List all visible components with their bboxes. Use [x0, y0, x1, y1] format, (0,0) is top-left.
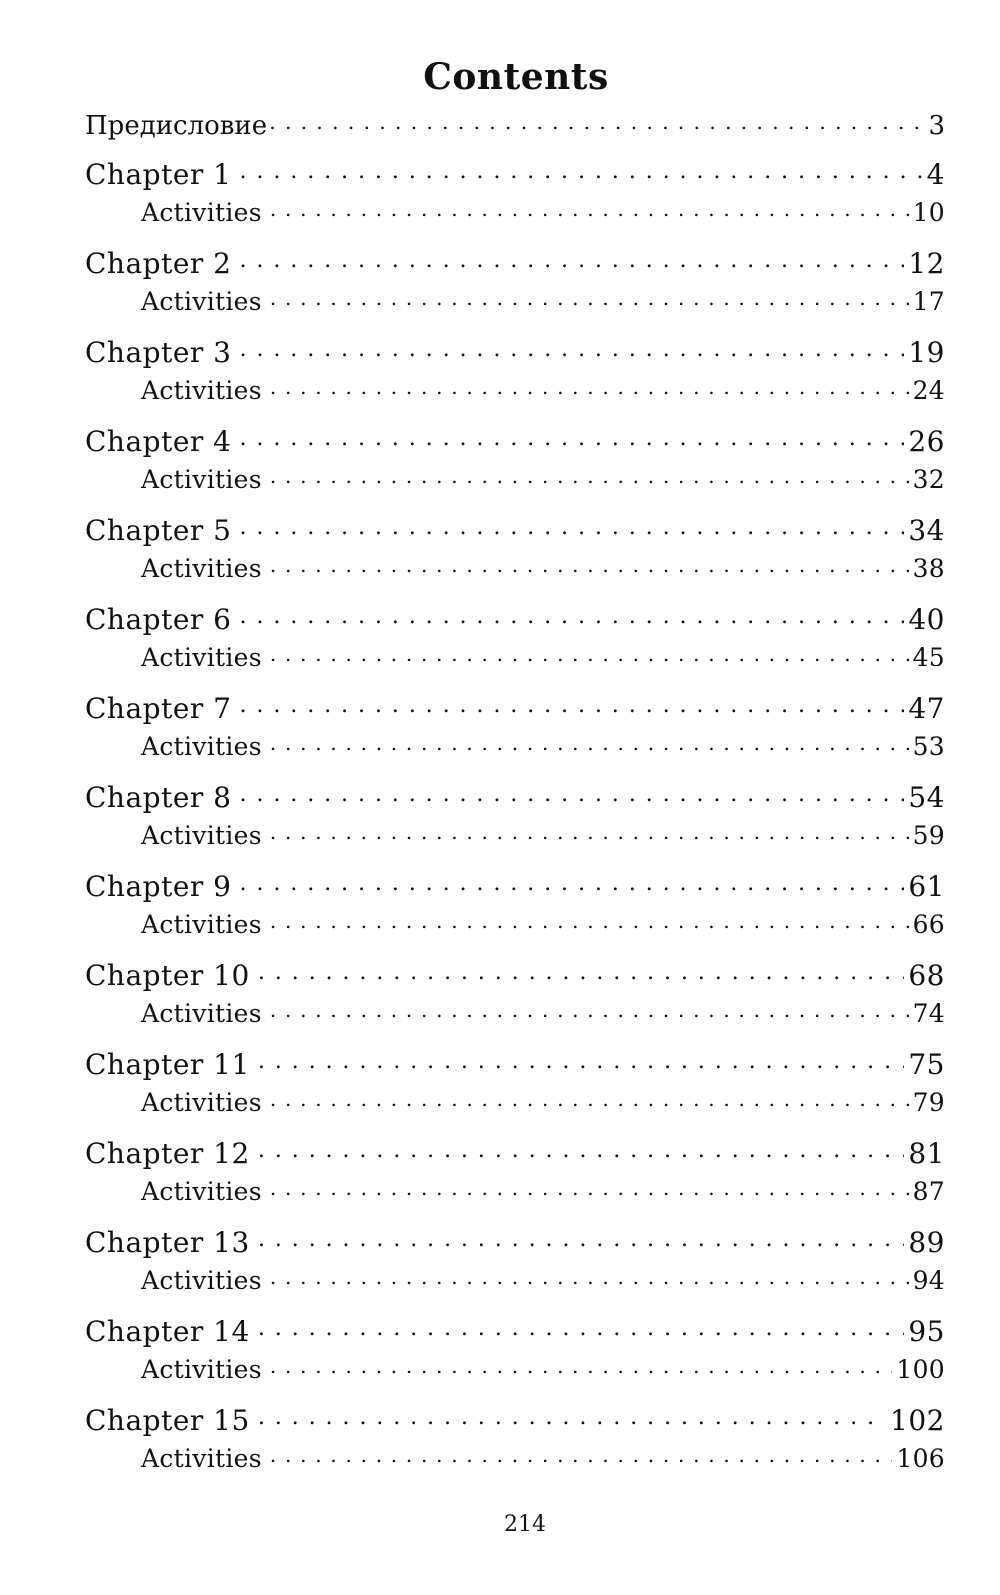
- toc-entry-page: 75: [908, 1048, 945, 1081]
- toc-entry-activities: [85, 1086, 945, 1135]
- toc-entry-chapter: [85, 1402, 945, 1442]
- toc-entry-page: 95: [908, 1315, 945, 1348]
- toc-entry-label: Chapter 8: [85, 781, 232, 814]
- dot-leader: [270, 819, 909, 844]
- dot-leader: [240, 868, 905, 896]
- toc-entry-page: 10: [912, 198, 945, 227]
- dot-leader: [270, 997, 909, 1022]
- toc-entry-page: 94: [912, 1266, 945, 1295]
- dot-leader: [270, 1353, 892, 1378]
- toc-entry-label: Chapter 14: [85, 1315, 250, 1348]
- dot-leader: [240, 334, 905, 362]
- toc-entry-page: 40: [908, 603, 945, 636]
- toc-entry-label: Chapter 10: [85, 959, 250, 992]
- toc-entry-activities: [85, 463, 945, 512]
- toc-entry-chapter: [85, 690, 945, 730]
- dot-leader: [270, 463, 909, 488]
- toc-entry-chapter: [85, 957, 945, 997]
- table-of-contents: [85, 108, 945, 1491]
- toc-entry-page: 3: [928, 111, 945, 141]
- toc-entry-label: Chapter 13: [85, 1226, 250, 1259]
- toc-entry-label: Chapter 9: [85, 870, 232, 903]
- toc-entry-page: 89: [908, 1226, 945, 1259]
- toc-entry-chapter: [85, 868, 945, 908]
- toc-entry-activities: [85, 819, 945, 868]
- toc-entry-chapter: [85, 1224, 945, 1264]
- toc-entry-chapter: [85, 1313, 945, 1353]
- toc-entry-label: Chapter 4: [85, 425, 232, 458]
- dot-leader: [258, 1313, 905, 1341]
- toc-entry-page: 53: [912, 732, 945, 761]
- toc-entry-activities: [85, 374, 945, 423]
- dot-leader: [270, 1442, 892, 1467]
- dot-leader: [240, 779, 905, 807]
- dot-leader: [270, 285, 909, 310]
- toc-entry-chapter: [85, 601, 945, 641]
- dot-leader: [258, 1135, 905, 1163]
- toc-entry-label: Activities: [141, 554, 262, 583]
- toc-entry-activities: [85, 1442, 945, 1491]
- toc-entry-label: Chapter 12: [85, 1137, 250, 1170]
- toc-entry-page: 19: [908, 336, 945, 369]
- toc-entry-chapter: [85, 156, 945, 196]
- dot-leader: [240, 245, 905, 273]
- toc-entry-activities: [85, 285, 945, 334]
- toc-entry-page: 4: [926, 158, 945, 191]
- toc-entry-page: 59: [912, 821, 945, 850]
- toc-entry-label: Activities: [141, 198, 262, 227]
- toc-entry-activities: [85, 730, 945, 779]
- dot-leader: [258, 1402, 886, 1430]
- toc-entry-label: Chapter 6: [85, 603, 232, 636]
- toc-entry-activities: [85, 196, 945, 245]
- toc-entry-label: Chapter 2: [85, 247, 232, 280]
- toc-entry-label: Chapter 1: [85, 158, 232, 191]
- toc-entry-label: Activities: [141, 1444, 262, 1473]
- toc-entry-page: 106: [896, 1444, 945, 1473]
- dot-leader: [270, 730, 909, 755]
- toc-entry-activities: [85, 1264, 945, 1313]
- toc-entry-activities: [85, 1175, 945, 1224]
- toc-entry-page: 45: [912, 643, 945, 672]
- toc-entry-page: 32: [912, 465, 945, 494]
- toc-entry-page: 54: [908, 781, 945, 814]
- dot-leader: [240, 601, 905, 629]
- dot-leader: [270, 908, 909, 933]
- dot-leader: [270, 1086, 909, 1111]
- toc-entry-page: 12: [908, 247, 945, 280]
- toc-entry-page: 61: [908, 870, 945, 903]
- dot-leader: [258, 957, 905, 985]
- toc-entry-label: Activities: [141, 821, 262, 850]
- toc-entry-page: 47: [908, 692, 945, 725]
- toc-entry-label: Activities: [141, 999, 262, 1028]
- toc-entry-label: Activities: [141, 1355, 262, 1384]
- toc-entry-page: 66: [912, 910, 945, 939]
- toc-entry-page: 100: [896, 1355, 945, 1384]
- toc-entry-label: Activities: [141, 732, 262, 761]
- toc-entry-activities: [85, 1353, 945, 1402]
- dot-leader: [270, 552, 909, 577]
- toc-entry-label: Chapter 11: [85, 1048, 250, 1081]
- toc-entry-label: Activities: [141, 910, 262, 939]
- toc-entry-chapter: [85, 512, 945, 552]
- toc-entry-chapter: [85, 423, 945, 463]
- dot-leader: [240, 512, 905, 540]
- toc-entry-page: 81: [908, 1137, 945, 1170]
- dot-leader: [270, 641, 909, 666]
- toc-entry-chapter: [85, 1046, 945, 1086]
- toc-entry-preface: [85, 108, 945, 156]
- toc-entry-label: Activities: [141, 376, 262, 405]
- toc-entry-page: 24: [912, 376, 945, 405]
- toc-entry-label: Chapter 3: [85, 336, 232, 369]
- dot-leader: [269, 108, 924, 134]
- dot-leader: [240, 156, 923, 184]
- toc-entry-chapter: [85, 779, 945, 819]
- toc-entry-label: Предисловие: [85, 111, 268, 141]
- toc-entry-activities: [85, 908, 945, 957]
- dot-leader: [270, 374, 909, 399]
- toc-entry-label: Activities: [141, 1177, 262, 1206]
- toc-entry-page: 68: [908, 959, 945, 992]
- dot-leader: [270, 1175, 909, 1200]
- toc-entry-label: Chapter 15: [85, 1404, 250, 1437]
- toc-entry-label: Activities: [141, 643, 262, 672]
- toc-entry-label: Chapter 7: [85, 692, 232, 725]
- page-number: 214: [504, 1512, 546, 1537]
- toc-entry-activities: [85, 997, 945, 1046]
- toc-entry-label: Activities: [141, 287, 262, 316]
- toc-entry-activities: [85, 641, 945, 690]
- toc-entry-page: 34: [908, 514, 945, 547]
- toc-entry-chapter: [85, 1135, 945, 1175]
- toc-entry-label: Chapter 5: [85, 514, 232, 547]
- toc-entry-page: 26: [908, 425, 945, 458]
- dot-leader: [258, 1224, 905, 1252]
- toc-entry-activities: [85, 552, 945, 601]
- toc-entry-chapter: [85, 245, 945, 285]
- toc-entry-label: Activities: [141, 465, 262, 494]
- toc-entry-label: Activities: [141, 1266, 262, 1295]
- toc-entry-page: 79: [912, 1088, 945, 1117]
- dot-leader: [270, 1264, 909, 1289]
- toc-entry-chapter: [85, 334, 945, 374]
- dot-leader: [240, 423, 905, 451]
- dot-leader: [240, 690, 905, 718]
- toc-entry-page: 87: [912, 1177, 945, 1206]
- toc-entry-label: Activities: [141, 1088, 262, 1117]
- dot-leader: [258, 1046, 905, 1074]
- page-title: Contents: [423, 56, 609, 98]
- toc-entry-page: 74: [912, 999, 945, 1028]
- toc-entry-page: 102: [890, 1404, 945, 1437]
- toc-entry-page: 38: [912, 554, 945, 583]
- toc-entry-page: 17: [912, 287, 945, 316]
- dot-leader: [270, 196, 909, 221]
